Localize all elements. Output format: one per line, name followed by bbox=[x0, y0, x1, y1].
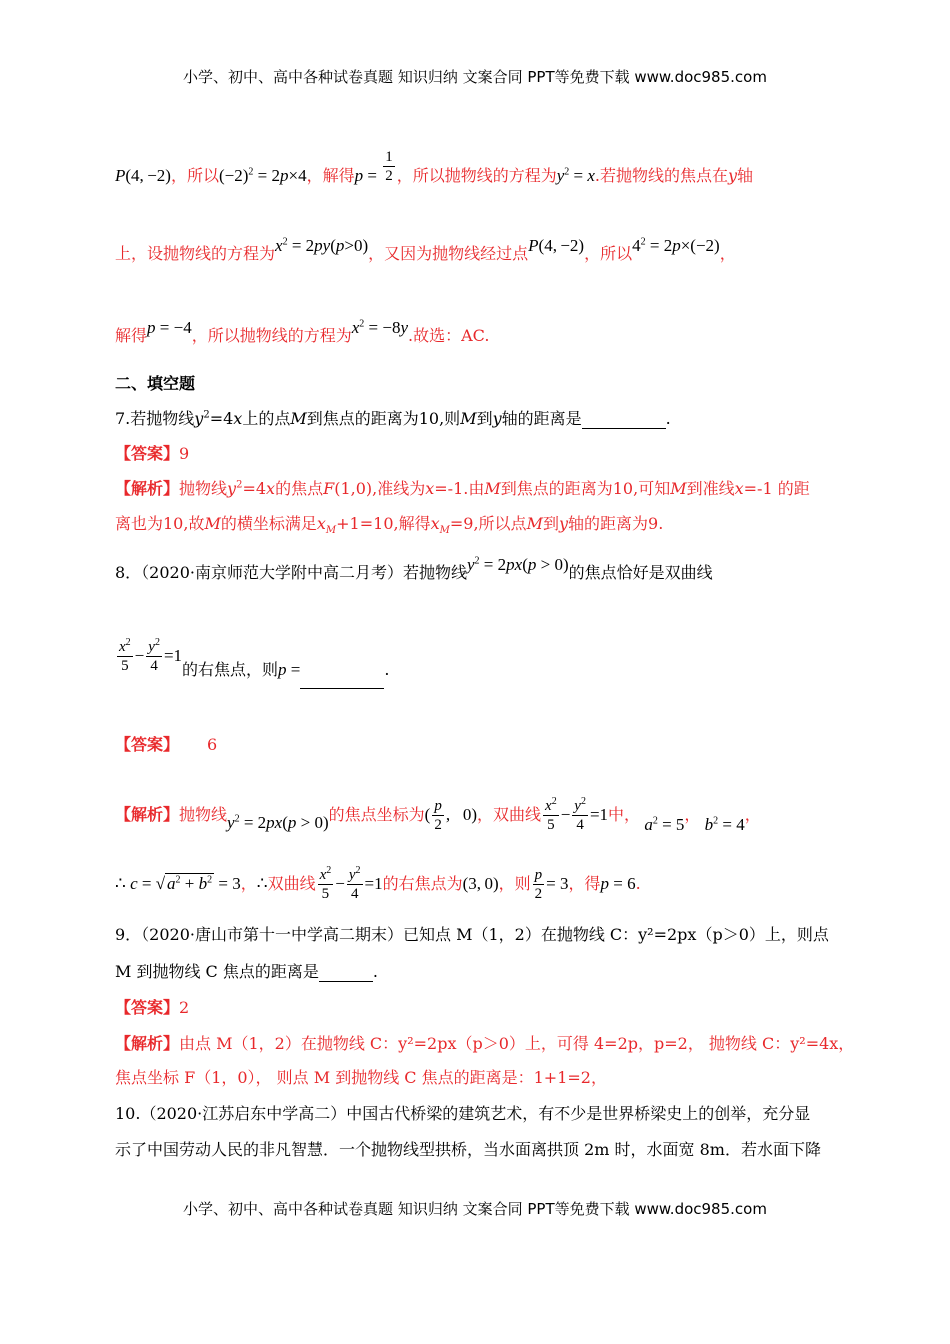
answer-blank bbox=[582, 412, 666, 429]
page-footer: 小学、初中、高中各种试卷真题 知识归纳 文案合同 PPT等免费下载 www.doc985.com bbox=[183, 1200, 767, 1218]
text: M 到抛物线 C 焦点的距离是 bbox=[115, 962, 319, 981]
math-point-p: P(4, −2) bbox=[528, 236, 585, 255]
text: . bbox=[384, 660, 390, 679]
text: y bbox=[728, 166, 738, 185]
analysis-label: 【解析】 bbox=[115, 805, 180, 824]
answer-label: 【答案】 bbox=[115, 444, 180, 463]
answer-label: 【答案】 bbox=[115, 998, 180, 1017]
text: 由点 M（1，2）在抛物线 C：y²=2px（p＞0）上，可得 4=2p，p=2， 抛物线 C：y²=4x， bbox=[179, 1034, 855, 1053]
question-10-line-1: 10.（2020·江苏启东中学高二）中国古代桥梁的建筑艺术，有不少是世界桥梁史上的创举，充分显 bbox=[115, 1104, 811, 1123]
math-parabola-general: $x^2 = 2py(p>0)$ bbox=[275, 236, 369, 255]
question-7: 7.若抛物线$y^2=4x$上的点M到焦点的距离为10,则M到y轴的距离是 . bbox=[115, 409, 671, 428]
math-parabola: $y^2 = 2px(p > 0)$ bbox=[467, 555, 569, 574]
q7-analysis-line-1: 【解析】抛物线$y^2=4x$的焦点F(1,0),准线为x=-1.由M到焦点的距离为10,可知M到准线x=-1 的距 bbox=[115, 479, 810, 498]
question-9-line-2 bbox=[115, 962, 378, 982]
text: ，所以 bbox=[170, 166, 219, 185]
text: 8．（2020·南京师范大学附中高二月考）若抛物线 bbox=[115, 563, 467, 582]
text: ，所以抛物线的方程为 bbox=[191, 326, 352, 345]
q8-answer bbox=[115, 735, 217, 755]
answer-value: 6 bbox=[207, 735, 218, 754]
math-parabola: $y^2 = x$ bbox=[556, 166, 595, 185]
q7-analysis-line-2: 离也为10,故M的横坐标满足$x_M+1=10$,解得$x_M=9$,所以点M到y轴的距离为9. bbox=[115, 514, 664, 537]
q8-analysis-line-1: 【解析】抛物线$y^2 = 2px(p > 0)$的焦点坐标为( $\frac{p}{2}$ , 0)，双曲线 $\frac{x^2}{5}$ − $\frac{y^2}{4}$ =1中， $a^2 = 5$， $b^2 = 4$， bbox=[115, 796, 761, 834]
answer-blank bbox=[300, 672, 384, 689]
math-p-value: p = bbox=[354, 166, 382, 185]
fraction-x2-5: $\frac{x^2}{5}$ bbox=[119, 637, 131, 674]
answer-label: 【答案】 bbox=[115, 735, 180, 754]
text: 解得 bbox=[115, 326, 148, 345]
answer-value: 9 bbox=[179, 444, 190, 463]
answer-value: 2 bbox=[179, 998, 190, 1017]
math-equation: $4^2 = 2p\times(-2)$ bbox=[632, 236, 720, 255]
question-10-line-2: 示了中国劳动人民的非凡智慧．一个抛物线型拱桥，当水面离拱顶 2m 时，水面宽 8m．若水面下降 bbox=[115, 1140, 821, 1159]
question-8-line-1 bbox=[115, 555, 713, 583]
text: ，所以 bbox=[584, 244, 633, 263]
fraction-y2-4: $\frac{y^2}{4}$ bbox=[148, 637, 160, 674]
q9-analysis-line-1 bbox=[115, 1034, 854, 1054]
analysis-label: 【解析】 bbox=[115, 479, 180, 498]
text: ，所以抛物线的方程为 bbox=[396, 166, 557, 185]
text: 上的点 bbox=[242, 409, 291, 428]
q9-analysis-line-2: 焦点坐标 F（1，0）， 则点 M 到抛物线 C 焦点的距离是：1+1=2， bbox=[115, 1068, 607, 1087]
math-p-value: p = −4 bbox=[147, 318, 192, 337]
text: .若抛物线的焦点在 bbox=[594, 166, 728, 185]
answer-blank bbox=[319, 965, 373, 982]
analysis-label: 【解析】 bbox=[115, 1034, 180, 1053]
prev-solution-line-2 bbox=[115, 236, 736, 264]
section-title: 二、填空题 bbox=[115, 374, 196, 393]
text: 轴 bbox=[737, 166, 754, 185]
prev-solution-line-3 bbox=[115, 318, 490, 346]
q8-analysis-line-2: ∴ c = √ $a^2 + b^2 = 3$，∴双曲线 $\frac{x^2}{5}$ − $\frac{y^2}{4}$ =1的右焦点为(3, 0)，则 $\frac{p}{2}$ = 3，得p = 6. bbox=[115, 865, 641, 902]
text: 上，设抛物线的方程为 bbox=[115, 244, 276, 263]
question-9-line-1: 9．（2020·唐山市第十一中学高二期末）已知点 M（1，2）在抛物线 C：y²=2px（p＞0）上，则点 bbox=[115, 925, 829, 944]
text: 的右焦点，则 bbox=[182, 660, 279, 679]
math-parabola: $x^2 = -8y$ bbox=[351, 318, 408, 337]
text: ， bbox=[719, 244, 736, 263]
math-point-p: P(4, −2) bbox=[115, 166, 171, 185]
text: 到焦点的距离为10,则 bbox=[306, 409, 461, 428]
text: 轴的距离是 bbox=[501, 409, 582, 428]
text: .故选：AC. bbox=[408, 326, 490, 345]
text: 到 bbox=[476, 409, 493, 428]
q7-answer bbox=[115, 444, 189, 464]
q9-answer bbox=[115, 998, 189, 1018]
prev-solution-line-1 bbox=[115, 149, 754, 195]
math-equation: $(-2)^2 = 2p\times 4$ bbox=[218, 166, 307, 185]
fraction-one-half: $\frac{1}{2}$ bbox=[385, 149, 393, 184]
text: ，解得 bbox=[306, 166, 355, 185]
question-8-line-2: $\frac{x^2}{5}$ − $\frac{y^2}{4}$ =1的右焦点，则p = . bbox=[115, 652, 389, 689]
text: 7.若抛物线 bbox=[115, 409, 195, 428]
text: 的焦点恰好是双曲线 bbox=[568, 563, 713, 582]
page-header: 小学、初中、高中各种试卷真题 知识归纳 文案合同 PPT等免费下载 www.doc985.com bbox=[183, 68, 767, 86]
text: ，又因为抛物线经过点 bbox=[368, 244, 529, 263]
text: . bbox=[372, 962, 378, 981]
text: . bbox=[665, 409, 671, 428]
